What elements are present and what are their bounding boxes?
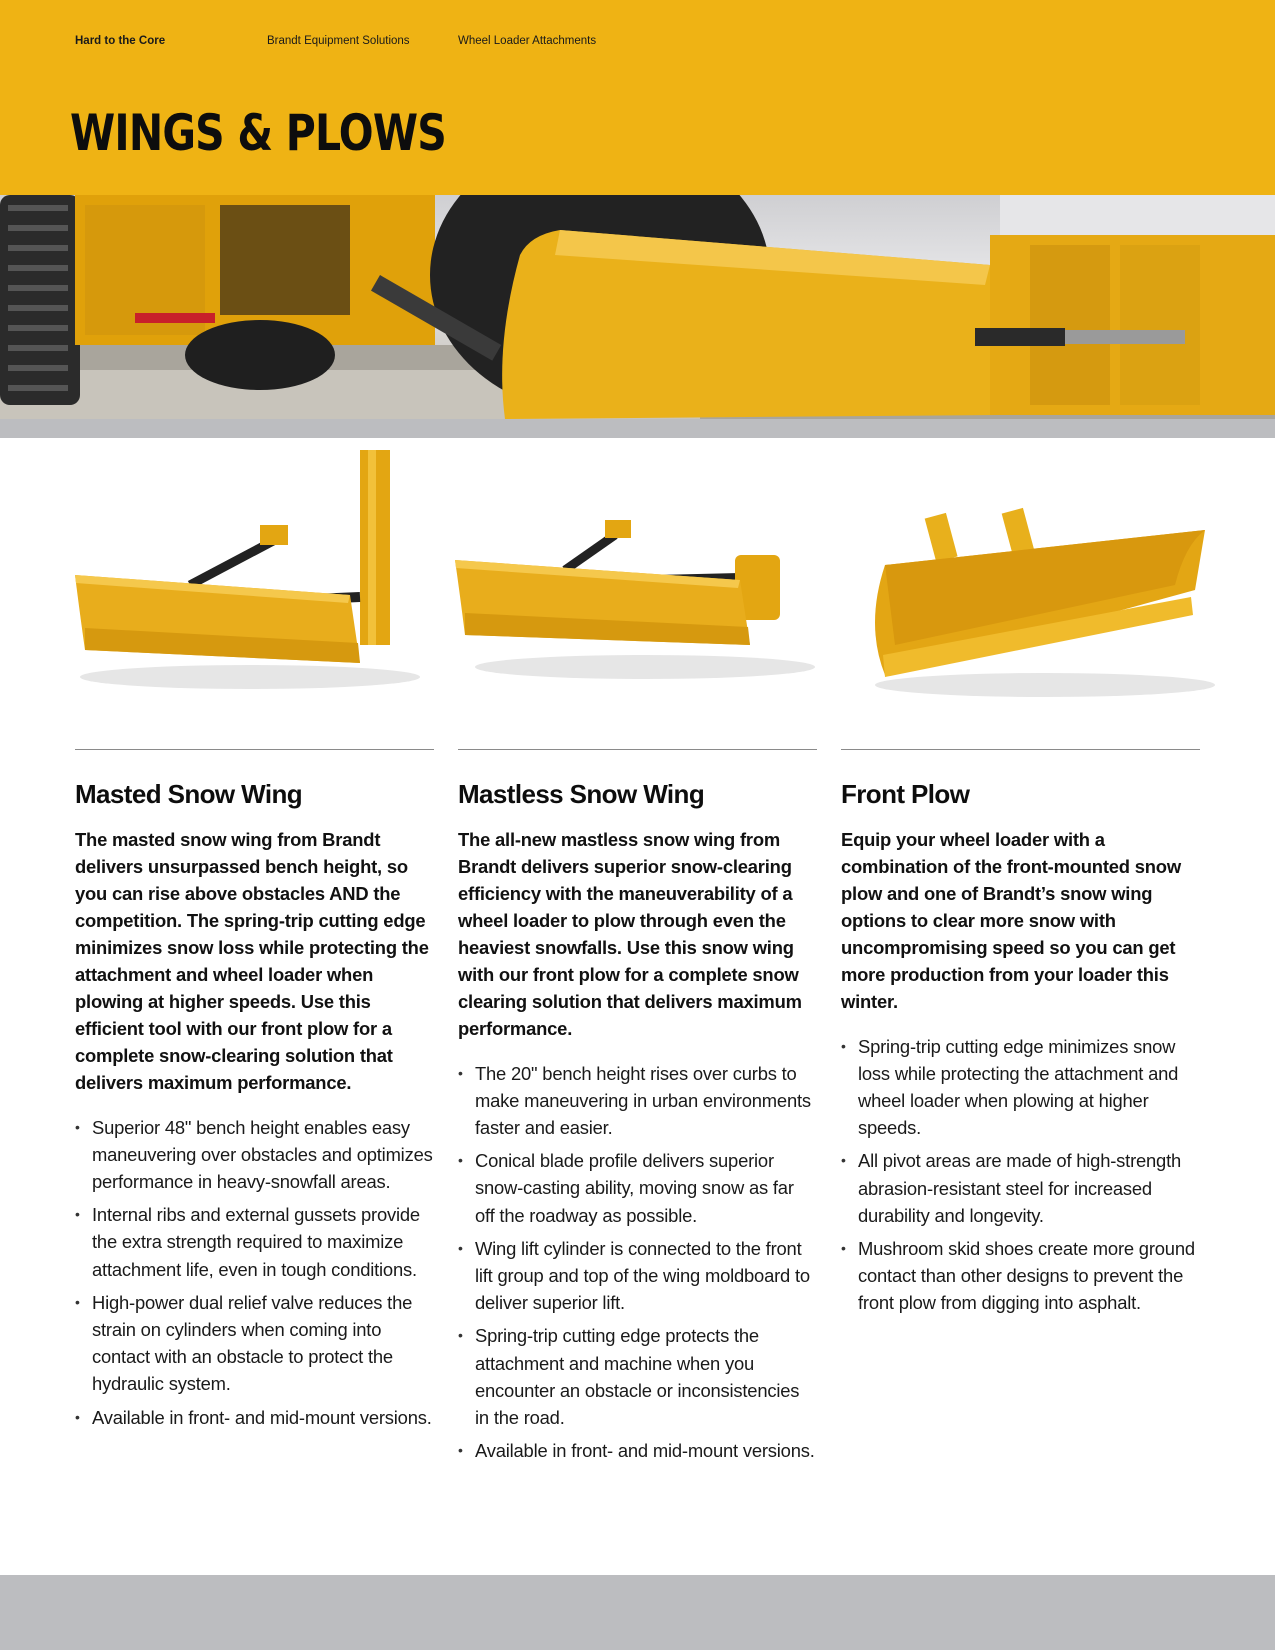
feature-item: • Superior 48" bench height enables easy maneuvering over obstacles and optimizes performance in heavy-snowfall areas. bbox=[75, 1114, 435, 1196]
product-column-masted-snow-wing bbox=[75, 749, 435, 1437]
feature-item: • Spring-trip cutting edge protects the attachment and machine when you encounter an obstacle or inconsistencies in the road. bbox=[458, 1322, 818, 1431]
feature-item: • Conical blade profile delivers superior snow-casting ability, moving snow as far off the roadway as possible. bbox=[458, 1147, 818, 1229]
masted-snow-wing-icon bbox=[60, 445, 420, 715]
product-column-front-plow bbox=[841, 749, 1201, 1323]
page-header bbox=[0, 0, 1275, 195]
feature-item: • Available in front- and mid-mount versions. bbox=[458, 1437, 818, 1464]
front-plow-image bbox=[855, 445, 1225, 715]
product-intro: The masted snow wing from Brandt delivers unsurpassed bench height, so you can rise above obstacles AND the competition. The spring-trip cutting edge minimizes snow loss while protecting the attachment and wheel loader when plowing at higher speeds. Use this efficient tool with our front plow for a complete snow-clearing solution that delivers maximum performance. bbox=[75, 828, 429, 1093]
front-plow-icon bbox=[855, 445, 1225, 715]
column-divider bbox=[75, 749, 434, 750]
nav-item-hard-to-the-core: Hard to the Core bbox=[75, 35, 166, 47]
feature-item: • Internal ribs and external gussets provide the extra strength required to maximize attachment life, even in tough conditions. bbox=[75, 1201, 435, 1283]
nav-item-wheel-loader-attachments: Wheel Loader Attachments bbox=[458, 35, 597, 47]
banner-grey-strip bbox=[0, 419, 1275, 438]
product-column-mastless-snow-wing bbox=[458, 749, 818, 1470]
column-divider bbox=[458, 749, 817, 750]
masted-snow-wing-image bbox=[60, 445, 420, 715]
wheel-loader-photo-icon bbox=[0, 195, 1275, 419]
banner-photo bbox=[0, 195, 1275, 419]
mastless-snow-wing-icon bbox=[455, 445, 825, 715]
product-title: Mastless Snow Wing bbox=[458, 779, 705, 809]
feature-list bbox=[458, 1060, 818, 1465]
feature-item: • Mushroom skid shoes create more ground contact than other designs to prevent the front plow from digging into asphalt. bbox=[841, 1235, 1201, 1317]
column-divider bbox=[841, 749, 1200, 750]
feature-item: • High-power dual relief valve reduces the strain on cylinders when coming into contact with an obstacle to protect the hydraulic system. bbox=[75, 1289, 435, 1398]
page-title: WINGS & PLOWS bbox=[70, 104, 446, 162]
nav-item-brandt-equipment-solutions: Brandt Equipment Solutions bbox=[267, 35, 410, 47]
product-title: Masted Snow Wing bbox=[75, 779, 303, 809]
feature-item: • The 20" bench height rises over curbs to make maneuvering in urban environments faster and easier. bbox=[458, 1060, 818, 1142]
page-number-divider bbox=[0, 1575, 1275, 1650]
feature-item: • Wing lift cylinder is connected to the front lift group and top of the wing moldboard to deliver superior lift. bbox=[458, 1235, 818, 1317]
feature-list bbox=[841, 1033, 1201, 1317]
feature-item: • Available in front- and mid-mount versions. bbox=[75, 1404, 435, 1431]
product-title: Front Plow bbox=[841, 779, 970, 809]
feature-item: • Spring-trip cutting edge minimizes snow loss while protecting the attachment and wheel loader when plowing at higher speeds. bbox=[841, 1033, 1201, 1142]
feature-list bbox=[75, 1114, 435, 1431]
product-intro: Equip your wheel loader with a combination of the front-mounted snow plow and one of Brandt’s snow wing options to clear more snow with uncompromising speed so you can get more production from your loader this winter. bbox=[841, 828, 1181, 1012]
mastless-snow-wing-image bbox=[455, 445, 825, 715]
feature-item: • All pivot areas are made of high-strength abrasion-resistant steel for increased durability and longevity. bbox=[841, 1147, 1201, 1229]
product-intro: The all-new mastless snow wing from Brandt delivers superior snow-clearing efficiency with the maneuverability of a wheel loader to plow through even the heaviest snowfalls. Use this snow wing with our front plow for a complete snow clearing solution that delivers maximum performance. bbox=[458, 828, 802, 1039]
